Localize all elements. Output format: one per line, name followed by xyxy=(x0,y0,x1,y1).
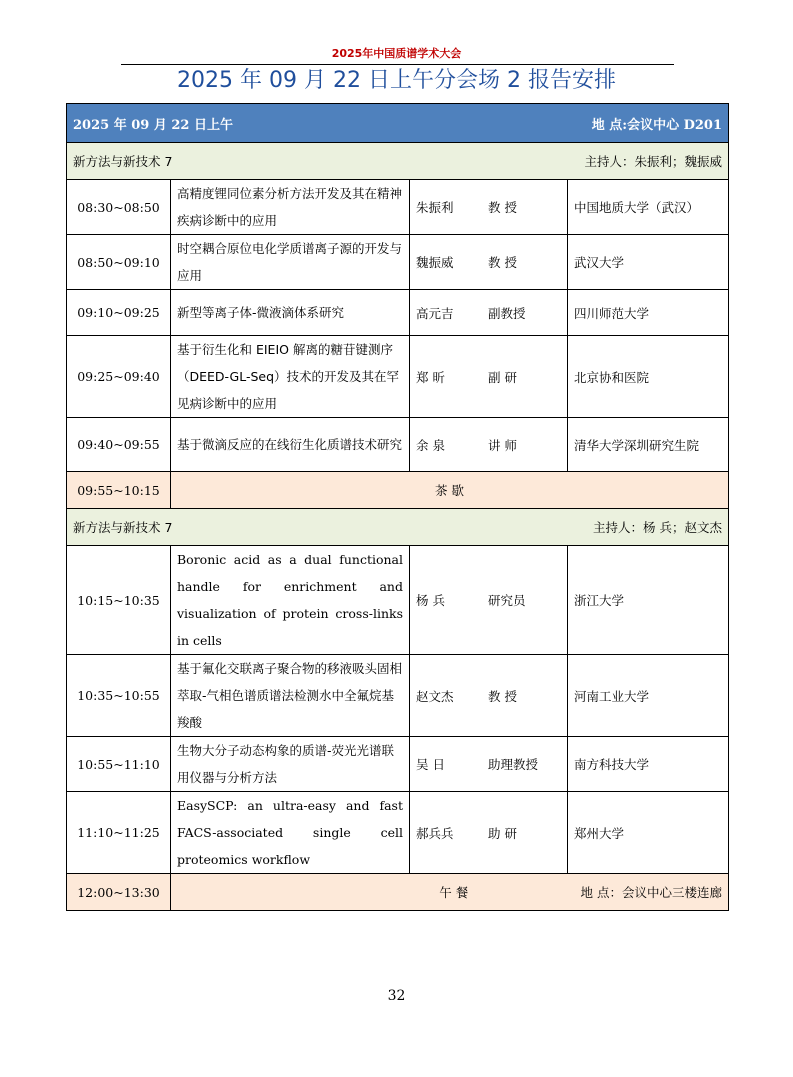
talk-time: 10:15~10:35 xyxy=(67,546,171,655)
speaker-name: 朱振利 xyxy=(416,200,454,215)
session-header xyxy=(67,509,729,546)
session-name: 新方法与新技术 7 xyxy=(73,520,173,535)
page-title: 2025 年 09 月 22 日上午分会场 2 报告安排 xyxy=(177,68,616,93)
talk-row xyxy=(67,737,729,792)
lunch-time: 12:00~13:30 xyxy=(67,874,171,911)
speaker-name: 杨 兵 xyxy=(416,593,445,608)
talk-row xyxy=(67,235,729,290)
header-divider xyxy=(121,64,674,65)
break-label: 茶 歇 xyxy=(171,472,729,509)
talk-time: 08:30~08:50 xyxy=(67,180,171,235)
talk-time: 11:10~11:25 xyxy=(67,792,171,874)
speaker-name: 郑 昕 xyxy=(416,369,445,385)
speaker-name: 吴 日 xyxy=(416,757,445,772)
session-name: 新方法与新技术 7 xyxy=(73,154,173,169)
talk-topic: 生物大分子动态构象的质谱-荧光光谱联用仪器与分析方法 xyxy=(171,737,410,792)
talk-time: 10:55~11:10 xyxy=(67,737,171,792)
talk-topic: Boronic acid as a dual functional handle for enrichment and visualization of protein cross-links in cells xyxy=(171,546,410,655)
speaker-name: 高元吉 xyxy=(416,305,454,321)
talk-time: 09:25~09:40 xyxy=(67,336,171,418)
speaker-title: 助 研 xyxy=(488,825,517,841)
speaker-title: 教 授 xyxy=(488,255,517,270)
speaker-name: 魏振威 xyxy=(416,255,454,270)
talk-time: 10:35~10:55 xyxy=(67,655,171,737)
session-host: 主持人：杨 兵；赵文杰 xyxy=(593,520,723,535)
speaker-affiliation: 清华大学深圳研究生院 xyxy=(568,418,729,472)
talk-row xyxy=(67,180,729,235)
talk-topic: 高精度锂同位素分析方法开发及其在精神疾病诊断中的应用 xyxy=(171,180,410,235)
speaker-affiliation: 浙江大学 xyxy=(568,546,729,655)
session-date: 2025 年 09 月 22 日上午 xyxy=(73,117,233,133)
speaker-affiliation: 河南工业大学 xyxy=(568,655,729,737)
talk-time: 09:40~09:55 xyxy=(67,418,171,472)
speaker-title: 副 研 xyxy=(488,369,517,385)
lunch-location: 地 点：会议中心三楼连廊 xyxy=(580,885,723,900)
page-number: 32 xyxy=(387,988,406,1004)
speaker-title: 副教授 xyxy=(488,305,526,321)
speaker-title: 教 授 xyxy=(488,200,517,215)
talk-time: 09:10~09:25 xyxy=(67,290,171,336)
speaker-title: 助理教授 xyxy=(488,757,539,772)
speaker-affiliation: 武汉大学 xyxy=(568,235,729,290)
session-header xyxy=(67,143,729,180)
speaker-name: 赵文杰 xyxy=(416,688,454,704)
lunch-row xyxy=(67,874,729,911)
speaker-title: 教 授 xyxy=(488,688,517,704)
talk-topic: 基于氟化交联离子聚合物的移液吸头固相萃取-气相色谱质谱法检测水中全氟烷基羧酸 xyxy=(171,655,410,737)
talk-topic: 时空耦合原位电化学质谱离子源的开发与应用 xyxy=(171,235,410,290)
session-location: 地 点:会议中心 D201 xyxy=(591,117,723,133)
speaker-affiliation: 郑州大学 xyxy=(568,792,729,874)
session-host: 主持人：朱振利；魏振威 xyxy=(584,154,723,169)
speaker-name: 郝兵兵 xyxy=(416,825,454,841)
lunch-label: 午 餐 xyxy=(439,885,469,900)
speaker-affiliation: 北京协和医院 xyxy=(568,336,729,418)
speaker-affiliation: 中国地质大学（武汉） xyxy=(568,180,729,235)
talk-row xyxy=(67,336,729,418)
schedule-table xyxy=(66,103,729,911)
talk-topic: 基于衍生化和 EIEIO 解离的糖苷键测序（DEED-GL-Seq）技术的开发及其在罕见病诊断中的应用 xyxy=(171,336,410,418)
conference-header: 2025年中国质谱学术大会 xyxy=(331,47,462,60)
talk-topic: EasySCP: an ultra-easy and fast FACS-associated single cell proteomics workflow xyxy=(171,792,410,874)
speaker-affiliation: 南方科技大学 xyxy=(568,737,729,792)
talk-row xyxy=(67,792,729,874)
talk-row xyxy=(67,418,729,472)
talk-topic: 基于微滴反应的在线衍生化质谱技术研究 xyxy=(171,418,410,472)
talk-row xyxy=(67,546,729,655)
speaker-title: 讲 师 xyxy=(488,437,517,453)
tea-break-row xyxy=(67,472,729,509)
break-time: 09:55~10:15 xyxy=(67,472,171,509)
speaker-name: 余 泉 xyxy=(416,437,445,453)
talk-topic: 新型等离子体-微液滴体系研究 xyxy=(171,290,410,336)
talk-row xyxy=(67,655,729,737)
speaker-affiliation: 四川师范大学 xyxy=(568,290,729,336)
talk-row xyxy=(67,290,729,336)
talk-time: 08:50~09:10 xyxy=(67,235,171,290)
speaker-title: 研究员 xyxy=(488,593,526,608)
session-bar xyxy=(67,104,729,143)
